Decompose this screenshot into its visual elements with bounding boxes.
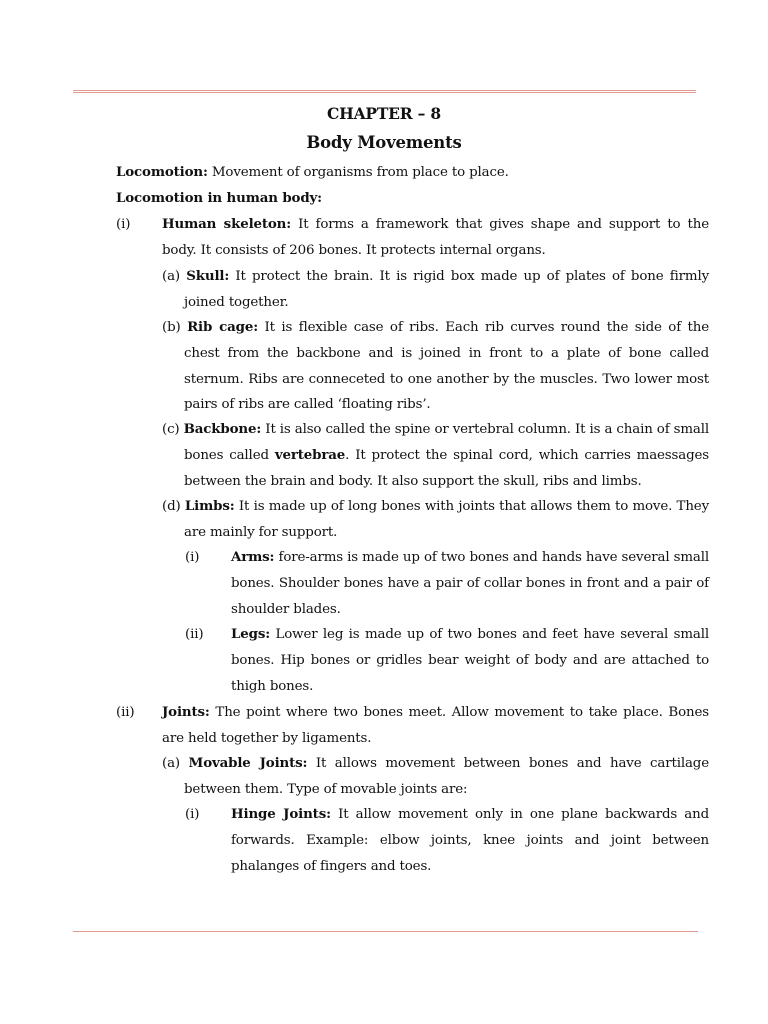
chapter-heading: CHAPTER – 8 [326,104,442,123]
joints-paragraph: Joints: The point where two bones meet. Allow movement to take place. Bones are held together by ligaments. [162,704,709,746]
legs-item: Legs: Lower leg is made up of two bones and feet have several small bones. Hip bones or gridles bear weight of body and are attached to thigh bones. [231,626,709,694]
footer-rule [73,931,698,932]
rib-cage-term: Rib cage: [187,319,258,335]
backbone-item: (c) Backbone: It is also called the spine or vertebral column. It is a chain of small bones called vertebrae. It protect the spinal cord, which carries maessages between the brain and body. It also support the skull, ribs and limbs. [162,421,709,489]
joints-term: Joints: [162,704,210,720]
page-title: Body Movements [306,133,462,152]
hinge-joints-item: Hinge Joints: It allow movement only in one plane backwards and forwards. Example: elbow joints, knee joints and joint between phalanges of fingers and toes. [231,806,710,874]
limbs-term: Limbs: [184,498,235,514]
locomotion-human-heading: Locomotion in human body: [116,190,322,206]
arms-item: Arms: fore-arms is made up of two bones and hands have several small bones. Shoulder bones have a pair of collar bones in front and a pair of shoulder blades. [231,549,709,617]
human-skeleton-term: Human skeleton: [162,216,292,232]
movable-joints-item: (a) Movable Joints: It allows movement between bones and have cartilage between them. Type of movable joints are: [162,755,709,797]
rib-cage-item: (b) Rib cage: It is flexible case of ribs. Each rib curves round the side of the chest from the backbone and is joined in front to a plate of bone called sternum. Ribs are conneceted to one another by the muscles. Two lower most pairs of ribs are called ‘floating ribs’. [162,319,709,413]
header-rule [73,90,696,93]
vertebrae-term: vertebrae [274,446,346,463]
arms-number: (i) [185,550,200,565]
arms-term: Arms: [231,549,275,565]
locomotion-term: Locomotion: [116,164,208,180]
locomotion-definition [116,160,716,186]
human-skeleton-paragraph: Human skeleton: It forms a framework that gives shape and support to the body. It consists of 206 bones. It protects internal organs. [162,216,710,258]
skull-term: Skull: [186,268,230,284]
legs-number: (ii) [185,627,204,642]
hinge-joints-term: Hinge Joints: [231,806,331,822]
hinge-joints-number: (i) [185,807,200,822]
locomotion-text: Movement of organisms from place to place. [207,165,509,180]
skull-item: (a) Skull: It protect the brain. It is rigid box made up of plates of bone firmly joined together. [162,268,709,310]
section-2-number: (ii) [116,705,135,720]
legs-term: Legs: [231,626,271,642]
movable-joints-term: Movable Joints: [188,755,308,771]
backbone-term: Backbone: [183,421,262,437]
section-1-number: (i) [116,217,131,232]
limbs-item: (d) Limbs: It is made up of long bones with joints that allows them to move. They are mainly for support. [162,498,709,540]
